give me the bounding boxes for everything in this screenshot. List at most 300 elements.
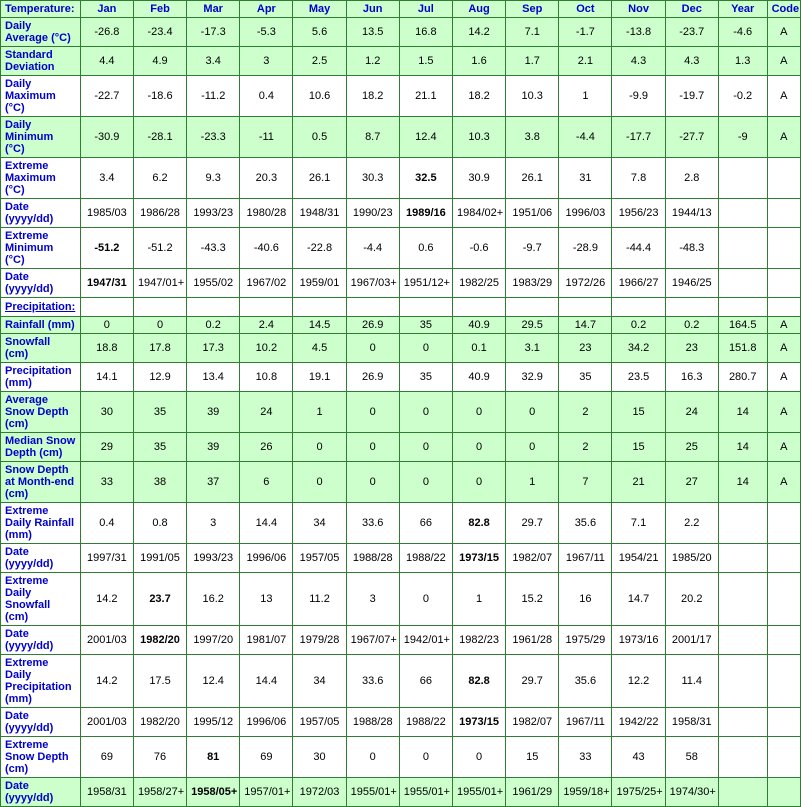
table-cell: 1972/03 <box>293 778 346 807</box>
table-cell <box>718 626 767 655</box>
table-cell: 15 <box>612 392 665 433</box>
table-cell: 21.1 <box>399 76 452 117</box>
table-cell <box>767 626 800 655</box>
header-category: Temperature: <box>1 1 81 18</box>
table-cell: 35.6 <box>559 503 612 544</box>
table-cell: 1.5 <box>399 47 452 76</box>
table-cell: 1967/02 <box>240 269 293 298</box>
table-cell: -28.1 <box>133 117 186 158</box>
table-cell: 14.2 <box>80 573 133 626</box>
table-cell: 26.9 <box>346 317 399 334</box>
table-cell: 32.9 <box>506 363 559 392</box>
table-cell: 11.4 <box>665 655 718 708</box>
table-cell: 1955/01+ <box>452 778 505 807</box>
table-cell: -9.9 <box>612 76 665 117</box>
header-column-aug: Aug <box>452 1 505 18</box>
table-cell: 2001/03 <box>80 708 133 737</box>
table-cell: -1.7 <box>559 18 612 47</box>
row-label: Precipitation: <box>1 298 81 317</box>
table-cell: 2.4 <box>240 317 293 334</box>
row-label: Extreme Daily Rainfall (mm) <box>1 503 81 544</box>
table-row <box>1 655 801 708</box>
table-cell: 1985/03 <box>80 199 133 228</box>
table-cell: 0 <box>452 392 505 433</box>
table-cell: 1942/22 <box>612 708 665 737</box>
table-cell: 0 <box>452 737 505 778</box>
table-cell: 164.5 <box>718 317 767 334</box>
table-cell <box>767 655 800 708</box>
table-cell: 2.8 <box>665 158 718 199</box>
table-cell: 35 <box>399 363 452 392</box>
row-label: Date (yyyy/dd) <box>1 199 81 228</box>
table-cell: 18.8 <box>80 334 133 363</box>
row-label: Daily Maximum (°C) <box>1 76 81 117</box>
table-row <box>1 433 801 462</box>
table-cell: 33 <box>80 462 133 503</box>
table-cell: 2.1 <box>559 47 612 76</box>
table-cell: 0 <box>399 433 452 462</box>
row-label: Date (yyyy/dd) <box>1 544 81 573</box>
table-cell: 21 <box>612 462 665 503</box>
table-cell: -22.8 <box>293 228 346 269</box>
table-cell: 1959/18+ <box>559 778 612 807</box>
table-cell: 1967/11 <box>559 544 612 573</box>
table-cell: -0.6 <box>452 228 505 269</box>
table-row <box>1 269 801 298</box>
table-cell: A <box>767 47 800 76</box>
table-cell: 151.8 <box>718 334 767 363</box>
table-cell: -28.9 <box>559 228 612 269</box>
table-cell: 35 <box>133 392 186 433</box>
table-cell: 29 <box>80 433 133 462</box>
table-cell: 2 <box>559 392 612 433</box>
table-cell: 7.1 <box>612 503 665 544</box>
table-cell: 1979/28 <box>293 626 346 655</box>
table-cell: 23.5 <box>612 363 665 392</box>
table-cell: 14.7 <box>559 317 612 334</box>
table-cell: 10.3 <box>452 117 505 158</box>
header-column-code: Code <box>767 1 800 18</box>
table-row <box>1 573 801 626</box>
table-cell: 1.7 <box>506 47 559 76</box>
table-cell: 0 <box>346 433 399 462</box>
table-cell: -9 <box>718 117 767 158</box>
table-cell: 17.5 <box>133 655 186 708</box>
table-row <box>1 317 801 334</box>
table-cell: 1955/02 <box>187 269 240 298</box>
table-cell: 1961/29 <box>506 778 559 807</box>
table-cell: 1966/27 <box>612 269 665 298</box>
table-cell: -5.3 <box>240 18 293 47</box>
table-cell: -23.7 <box>665 18 718 47</box>
table-cell <box>767 158 800 199</box>
table-row <box>1 778 801 807</box>
table-cell: 12.2 <box>612 655 665 708</box>
table-cell: 24 <box>240 392 293 433</box>
table-cell: 1957/05 <box>293 544 346 573</box>
table-cell: -40.6 <box>240 228 293 269</box>
table-cell: 1.6 <box>452 47 505 76</box>
table-cell: 14.4 <box>240 503 293 544</box>
table-cell: 1991/05 <box>133 544 186 573</box>
table-cell: 0 <box>80 317 133 334</box>
header-column-nov: Nov <box>612 1 665 18</box>
header-column-oct: Oct <box>559 1 612 18</box>
table-row <box>1 544 801 573</box>
table-cell: 7 <box>559 462 612 503</box>
table-cell: 26.1 <box>506 158 559 199</box>
table-cell: 1980/28 <box>240 199 293 228</box>
table-cell: 69 <box>80 737 133 778</box>
table-cell: -0.2 <box>718 76 767 117</box>
table-cell: -23.4 <box>133 18 186 47</box>
table-cell: 10.8 <box>240 363 293 392</box>
table-cell: 3.4 <box>187 47 240 76</box>
table-cell: 0 <box>346 462 399 503</box>
table-cell: -30.9 <box>80 117 133 158</box>
table-cell: 35 <box>559 363 612 392</box>
table-cell: A <box>767 363 800 392</box>
table-cell: 23 <box>559 334 612 363</box>
table-cell: 76 <box>133 737 186 778</box>
table-cell: 2.2 <box>665 503 718 544</box>
table-cell: 6.2 <box>133 158 186 199</box>
header-column-apr: Apr <box>240 1 293 18</box>
table-cell: 0 <box>346 334 399 363</box>
table-cell: 1997/20 <box>187 626 240 655</box>
table-cell: 1 <box>293 392 346 433</box>
table-cell <box>346 298 399 317</box>
table-cell: 26 <box>240 433 293 462</box>
table-cell: 1975/25+ <box>612 778 665 807</box>
table-cell: 3.1 <box>506 334 559 363</box>
table-cell: 1958/31 <box>80 778 133 807</box>
header-column-dec: Dec <box>665 1 718 18</box>
table-cell: -11.2 <box>187 76 240 117</box>
table-cell: 18.2 <box>346 76 399 117</box>
table-cell: 24 <box>665 392 718 433</box>
table-cell: 69 <box>240 737 293 778</box>
table-cell: 14.2 <box>80 655 133 708</box>
table-cell <box>559 298 612 317</box>
row-label: Extreme Snow Depth (cm) <box>1 737 81 778</box>
table-cell: 0 <box>399 392 452 433</box>
table-cell: 20.3 <box>240 158 293 199</box>
table-cell: 10.6 <box>293 76 346 117</box>
table-cell: 0 <box>452 433 505 462</box>
table-cell: 1983/29 <box>506 269 559 298</box>
table-cell: A <box>767 117 800 158</box>
row-label: Extreme Minimum (°C) <box>1 228 81 269</box>
table-cell: 3 <box>240 47 293 76</box>
table-cell: 1958/27+ <box>133 778 186 807</box>
table-cell <box>767 737 800 778</box>
table-cell: 17.8 <box>133 334 186 363</box>
table-cell: 1995/12 <box>187 708 240 737</box>
table-cell <box>718 503 767 544</box>
table-cell: 1984/02+ <box>452 199 505 228</box>
table-cell: 34.2 <box>612 334 665 363</box>
table-cell: 2.5 <box>293 47 346 76</box>
table-cell: 1993/23 <box>187 199 240 228</box>
table-cell: A <box>767 334 800 363</box>
table-cell: -27.7 <box>665 117 718 158</box>
table-cell: 17.3 <box>187 334 240 363</box>
table-cell: 14.5 <box>293 317 346 334</box>
table-cell: 1958/31 <box>665 708 718 737</box>
table-cell: 4.4 <box>80 47 133 76</box>
table-cell: 1955/01+ <box>346 778 399 807</box>
table-cell: -19.7 <box>665 76 718 117</box>
header-column-may: May <box>293 1 346 18</box>
table-row <box>1 363 801 392</box>
table-cell <box>718 199 767 228</box>
table-cell: 43 <box>612 737 665 778</box>
row-label: Extreme Maximum (°C) <box>1 158 81 199</box>
table-cell: 1975/29 <box>559 626 612 655</box>
table-cell: 1988/28 <box>346 544 399 573</box>
table-cell: 1954/21 <box>612 544 665 573</box>
table-cell <box>452 298 505 317</box>
table-cell: 4.5 <box>293 334 346 363</box>
table-cell: 0.2 <box>612 317 665 334</box>
table-cell: 14 <box>718 433 767 462</box>
table-cell: 1967/07+ <box>346 626 399 655</box>
table-row <box>1 503 801 544</box>
table-cell: 0.5 <box>293 117 346 158</box>
table-cell: 0 <box>399 462 452 503</box>
table-cell: 1988/28 <box>346 708 399 737</box>
table-cell: 33.6 <box>346 503 399 544</box>
table-cell <box>767 228 800 269</box>
table-cell: 30.3 <box>346 158 399 199</box>
table-cell <box>767 573 800 626</box>
table-cell: 37 <box>187 462 240 503</box>
table-cell: -23.3 <box>187 117 240 158</box>
table-cell: 2001/03 <box>80 626 133 655</box>
row-label: Date (yyyy/dd) <box>1 708 81 737</box>
table-row <box>1 117 801 158</box>
table-cell: 1990/23 <box>346 199 399 228</box>
table-row <box>1 228 801 269</box>
table-header-row <box>1 1 801 18</box>
table-cell: 29.7 <box>506 655 559 708</box>
table-cell: 1947/01+ <box>133 269 186 298</box>
table-cell <box>718 228 767 269</box>
table-row <box>1 462 801 503</box>
row-label: Precipitation (mm) <box>1 363 81 392</box>
table-cell: 0 <box>506 433 559 462</box>
table-cell: 1947/31 <box>80 269 133 298</box>
table-cell: 7.1 <box>506 18 559 47</box>
table-cell: 27 <box>665 462 718 503</box>
table-row <box>1 626 801 655</box>
header-column-feb: Feb <box>133 1 186 18</box>
table-cell: 0 <box>293 462 346 503</box>
header-column-jan: Jan <box>80 1 133 18</box>
table-cell: 35.6 <box>559 655 612 708</box>
table-cell: -17.7 <box>612 117 665 158</box>
row-label: Extreme Daily Precipitation (mm) <box>1 655 81 708</box>
table-cell: 38 <box>133 462 186 503</box>
table-cell: 1.2 <box>346 47 399 76</box>
table-cell: -43.3 <box>187 228 240 269</box>
table-row <box>1 298 801 317</box>
table-cell: 1961/28 <box>506 626 559 655</box>
row-label: Extreme Daily Snowfall (cm) <box>1 573 81 626</box>
table-cell: 0 <box>346 737 399 778</box>
table-cell: 0.2 <box>187 317 240 334</box>
table-cell: 1958/05+ <box>187 778 240 807</box>
table-cell: 32.5 <box>399 158 452 199</box>
table-cell: 0 <box>293 433 346 462</box>
table-cell: 1972/26 <box>559 269 612 298</box>
table-cell <box>767 298 800 317</box>
table-cell: 1942/01+ <box>399 626 452 655</box>
table-cell: 30 <box>80 392 133 433</box>
table-cell: 11.2 <box>293 573 346 626</box>
table-cell: 1996/06 <box>240 708 293 737</box>
table-cell: A <box>767 392 800 433</box>
table-cell: 1951/06 <box>506 199 559 228</box>
table-cell: -4.4 <box>559 117 612 158</box>
table-cell: 1959/01 <box>293 269 346 298</box>
table-cell: 16.8 <box>399 18 452 47</box>
table-cell: 1973/16 <box>612 626 665 655</box>
row-label: Rainfall (mm) <box>1 317 81 334</box>
table-cell: 14 <box>718 462 767 503</box>
table-cell: 1982/20 <box>133 626 186 655</box>
table-cell: 15.2 <box>506 573 559 626</box>
header-column-year: Year <box>718 1 767 18</box>
row-label: Daily Minimum (°C) <box>1 117 81 158</box>
table-cell: 1988/22 <box>399 708 452 737</box>
table-cell: 0 <box>133 317 186 334</box>
table-cell: 1982/25 <box>452 269 505 298</box>
table-cell: 1 <box>559 76 612 117</box>
table-cell: 23 <box>665 334 718 363</box>
table-cell: 30.9 <box>452 158 505 199</box>
table-cell: 1 <box>452 573 505 626</box>
table-cell: 26.1 <box>293 158 346 199</box>
table-cell <box>718 655 767 708</box>
table-cell: 1955/01+ <box>399 778 452 807</box>
table-cell: 0 <box>399 737 452 778</box>
table-cell: 34 <box>293 655 346 708</box>
table-row <box>1 708 801 737</box>
table-cell: 33.6 <box>346 655 399 708</box>
table-cell: -9.7 <box>506 228 559 269</box>
table-cell: 40.9 <box>452 363 505 392</box>
table-cell: 1989/16 <box>399 199 452 228</box>
table-cell: 1988/22 <box>399 544 452 573</box>
table-cell: 12.9 <box>133 363 186 392</box>
table-cell: 14.1 <box>80 363 133 392</box>
table-cell: 25 <box>665 433 718 462</box>
table-cell: A <box>767 76 800 117</box>
table-cell: 1.3 <box>718 47 767 76</box>
table-cell: 8.7 <box>346 117 399 158</box>
table-cell: 39 <box>187 433 240 462</box>
table-cell: 31 <box>559 158 612 199</box>
table-cell: -11 <box>240 117 293 158</box>
row-label: Date (yyyy/dd) <box>1 626 81 655</box>
table-cell: 0.6 <box>399 228 452 269</box>
table-cell: 18.2 <box>452 76 505 117</box>
table-cell: 1967/11 <box>559 708 612 737</box>
row-label: Average Snow Depth (cm) <box>1 392 81 433</box>
table-cell: 1974/30+ <box>665 778 718 807</box>
table-cell: 0.2 <box>665 317 718 334</box>
table-cell: 14.2 <box>452 18 505 47</box>
table-cell: 9.3 <box>187 158 240 199</box>
table-cell: 1981/07 <box>240 626 293 655</box>
table-cell: 16.2 <box>187 573 240 626</box>
table-cell <box>612 298 665 317</box>
table-cell: 4.9 <box>133 47 186 76</box>
table-cell: A <box>767 317 800 334</box>
table-cell: 0 <box>399 334 452 363</box>
table-cell <box>767 778 800 807</box>
table-cell <box>718 737 767 778</box>
table-cell: A <box>767 462 800 503</box>
table-cell <box>718 708 767 737</box>
table-row <box>1 76 801 117</box>
table-cell: 1982/23 <box>452 626 505 655</box>
table-cell: 1973/15 <box>452 708 505 737</box>
table-cell: 0 <box>506 392 559 433</box>
table-cell: 1986/28 <box>133 199 186 228</box>
table-cell: 4.3 <box>665 47 718 76</box>
table-cell: 0 <box>452 462 505 503</box>
table-row <box>1 47 801 76</box>
table-row <box>1 392 801 433</box>
table-cell: 12.4 <box>399 117 452 158</box>
table-cell <box>240 298 293 317</box>
table-cell: -44.4 <box>612 228 665 269</box>
table-cell: 1982/07 <box>506 708 559 737</box>
table-cell: 16 <box>559 573 612 626</box>
header-column-jul: Jul <box>399 1 452 18</box>
row-label: Snow Depth at Month-end (cm) <box>1 462 81 503</box>
table-row <box>1 18 801 47</box>
table-cell: 0.8 <box>133 503 186 544</box>
table-cell <box>665 298 718 317</box>
table-cell: 35 <box>133 433 186 462</box>
table-cell: 5.6 <box>293 18 346 47</box>
table-cell: 1 <box>506 462 559 503</box>
table-cell: 30 <box>293 737 346 778</box>
table-cell <box>399 298 452 317</box>
table-cell: 33 <box>559 737 612 778</box>
header-column-jun: Jun <box>346 1 399 18</box>
table-cell: 0.1 <box>452 334 505 363</box>
table-cell <box>718 778 767 807</box>
table-cell: 66 <box>399 503 452 544</box>
table-cell: 13 <box>240 573 293 626</box>
table-cell: 1982/07 <box>506 544 559 573</box>
table-cell: 19.1 <box>293 363 346 392</box>
table-cell: 34 <box>293 503 346 544</box>
table-cell: 280.7 <box>718 363 767 392</box>
table-cell: 1967/03+ <box>346 269 399 298</box>
table-cell: 1985/20 <box>665 544 718 573</box>
table-cell: -22.7 <box>80 76 133 117</box>
table-cell: 4.3 <box>612 47 665 76</box>
table-cell <box>293 298 346 317</box>
table-cell <box>767 199 800 228</box>
table-body <box>1 18 801 807</box>
